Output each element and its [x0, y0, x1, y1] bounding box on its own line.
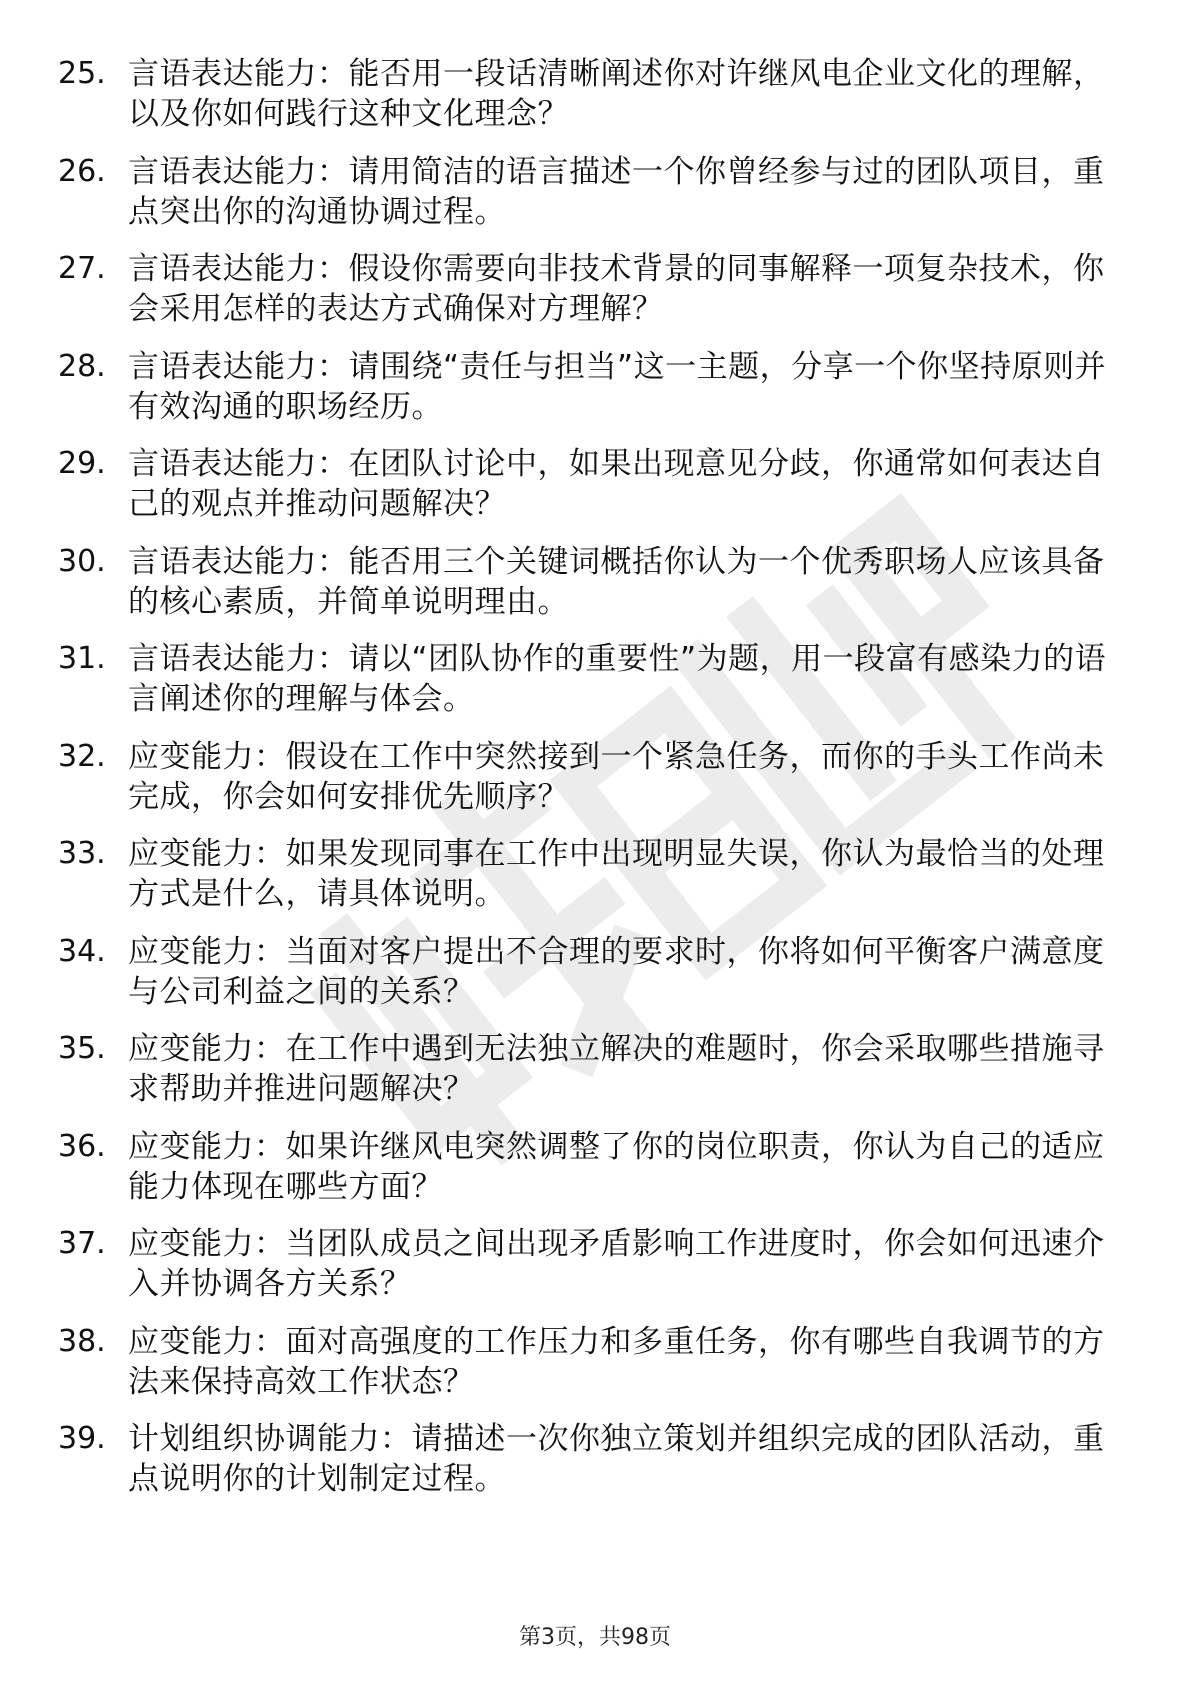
- question-text: 应变能力：当团队成员之间出现矛盾影响工作进度时，你会如何迅速介入并协调各方关系？: [128, 1226, 1105, 1302]
- question-text: 言语表达能力：能否用一段话清晰阐述你对许继风电企业文化的理解，以及你如何践行这种文化理念？: [128, 56, 1105, 132]
- list-item: [58, 834, 1108, 932]
- question-number: 31.: [58, 641, 106, 676]
- question-text: 计划组织协调能力：请描述一次你独立策划并组织完成的团队活动，重点说明你的计划制定过程。: [128, 1421, 1105, 1497]
- list-item: [58, 542, 1108, 640]
- list-item: [58, 1224, 1108, 1322]
- question-number: 35.: [58, 1031, 106, 1066]
- question-number: 34.: [58, 933, 106, 969]
- question-number: 30.: [58, 543, 106, 579]
- question-text: 应变能力：如果发现同事在工作中出现明显失误，你认为最恰当的处理方式是什么，请具体说明。: [128, 836, 1105, 912]
- question-number: 32.: [58, 738, 106, 774]
- list-item: [58, 1419, 1108, 1517]
- question-number: 39.: [58, 1421, 106, 1456]
- list-item: [58, 444, 1108, 542]
- list-item: [58, 1029, 1108, 1127]
- question-text: 应变能力：面对高强度的工作压力和多重任务，你有哪些自我调节的方法来保持高效工作状态？: [128, 1323, 1105, 1400]
- question-text: 言语表达能力：在团队讨论中，如果出现意见分歧，你通常如何表达自己的观点并推动问题解决？: [128, 446, 1105, 522]
- list-item: [58, 152, 1108, 250]
- question-text: 言语表达能力：请围绕“责任与担当”这一主题，分享一个你坚持原则并有效沟通的职场经历。: [128, 348, 1107, 425]
- list-item: [58, 1127, 1108, 1225]
- question-text: 应变能力：如果许继风电突然调整了你的岗位职责，你认为自己的适应能力体现在哪些方面？: [128, 1128, 1105, 1205]
- page-footer: 第3页，共98页: [519, 1625, 671, 1650]
- list-item: [58, 54, 1108, 152]
- question-list: [58, 54, 1108, 1517]
- question-number: 38.: [58, 1323, 106, 1359]
- question-text: 言语表达能力：请用简洁的语言描述一个你曾经参与过的团队项目，重点突出你的沟通协调过程。: [128, 153, 1105, 230]
- list-item: [58, 932, 1108, 1030]
- question-text: 言语表达能力：能否用三个关键词概括你认为一个优秀职场人应该具备的核心素质，并简单说明理由。: [128, 543, 1105, 620]
- list-item: [58, 347, 1108, 445]
- question-text: 言语表达能力：请以“团队协作的重要性”为题，用一段富有感染力的语言阐述你的理解与体会。: [128, 641, 1107, 717]
- question-text: 言语表达能力：假设你需要向非技术背景的同事解释一项复杂技术，你会采用怎样的表达方式确保对方理解？: [128, 251, 1105, 327]
- question-text: 应变能力：在工作中遇到无法独立解决的难题时，你会采取哪些措施寻求帮助并推进问题解决？: [128, 1031, 1105, 1107]
- question-number: 37.: [58, 1226, 106, 1261]
- question-number: 27.: [58, 251, 106, 286]
- question-number: 36.: [58, 1128, 106, 1164]
- list-item: [58, 737, 1108, 835]
- question-number: 29.: [58, 446, 106, 481]
- list-item: [58, 1322, 1108, 1420]
- question-number: 26.: [58, 153, 106, 189]
- question-number: 28.: [58, 348, 106, 384]
- question-text: 应变能力：当面对客户提出不合理的要求时，你将如何平衡客户满意度与公司利益之间的关系？: [128, 933, 1105, 1010]
- question-number: 33.: [58, 836, 106, 871]
- question-text: 应变能力：假设在工作中突然接到一个紧急任务，而你的手头工作尚未完成，你会如何安排优先顺序？: [128, 738, 1105, 815]
- list-item: [58, 249, 1108, 347]
- list-item: [58, 639, 1108, 737]
- question-number: 25.: [58, 56, 106, 91]
